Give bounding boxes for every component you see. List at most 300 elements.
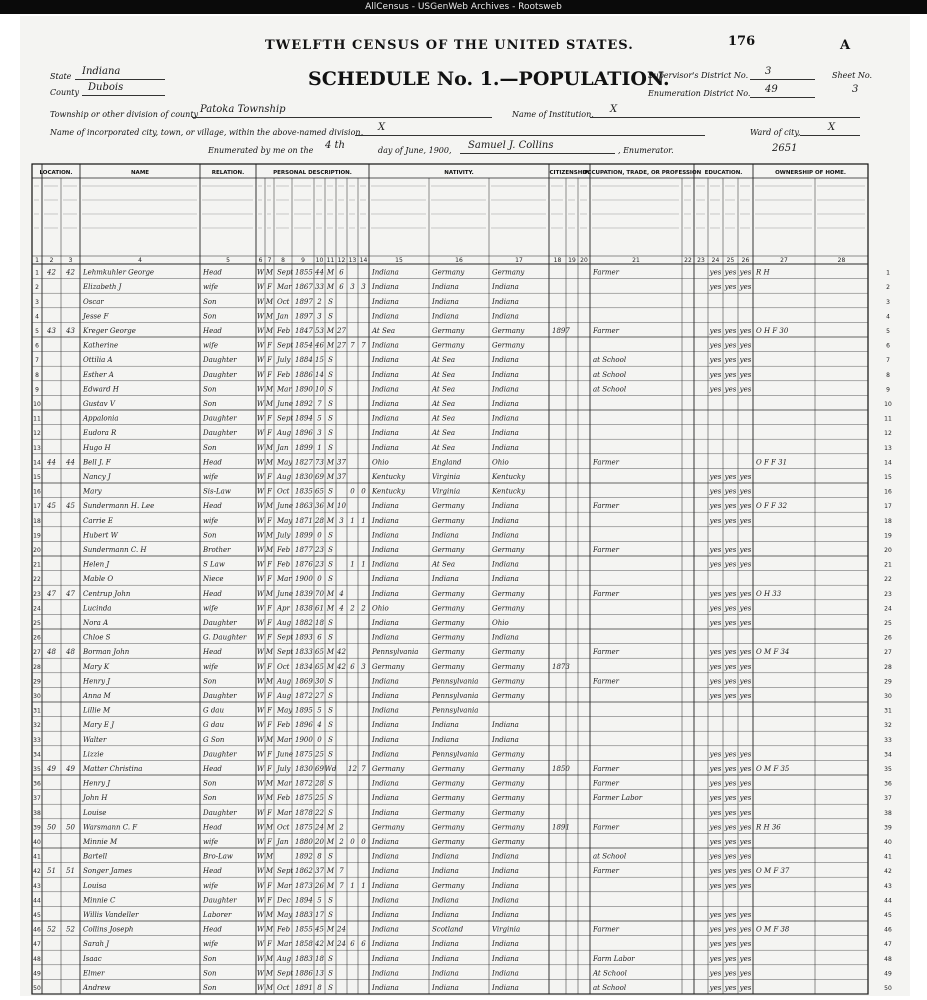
cell-e2: yes	[724, 838, 737, 846]
cell-occ: at School	[593, 370, 627, 379]
cell-occ: Farmer	[593, 925, 620, 934]
cell-ch: 1	[350, 516, 355, 525]
cell-mar: S	[328, 969, 333, 978]
cell-mar: S	[328, 546, 333, 554]
cell-e1: yes	[709, 604, 722, 613]
cell-occ: Farmer	[593, 765, 620, 773]
cell-month: Sept	[277, 969, 294, 978]
margin-line-number: 3	[886, 298, 890, 306]
cell-n: 32	[33, 722, 41, 730]
cell-fborn: Germany	[432, 516, 465, 525]
cell-dw: 52	[47, 925, 56, 934]
margin-line-number: 37	[884, 795, 892, 803]
cell-rel: Son	[203, 312, 217, 321]
cell-fborn: Germany	[432, 327, 465, 335]
cell-year: 1834	[295, 662, 313, 671]
schedule-title: SCHEDULE No. 1.—POPULATION.	[308, 68, 670, 90]
cell-age: 53	[315, 327, 324, 335]
cell-color: W	[256, 838, 265, 846]
cell-rel: wife	[203, 662, 218, 671]
cell-month: Sept	[277, 648, 294, 657]
cell-e2: yes	[724, 648, 737, 657]
cell-fborn: Indiana	[432, 312, 459, 321]
cell-fborn: Germany	[432, 838, 465, 846]
cell-occ: Farmer	[593, 268, 620, 277]
cell-color: W	[256, 268, 265, 277]
cell-month: Jan	[277, 838, 289, 846]
cell-color: W	[256, 487, 265, 496]
cell-own: O H F 30	[756, 327, 789, 335]
cell-e3: yes	[739, 619, 752, 627]
cell-born: Indiana	[372, 385, 399, 394]
cell-born: Kentucky	[372, 473, 406, 481]
cell-mborn: Germany	[492, 794, 525, 803]
cell-e3: yes	[739, 473, 752, 481]
cell-sex: M	[265, 925, 274, 934]
cell-mborn: Indiana	[492, 443, 519, 452]
column-number: 26	[741, 257, 750, 264]
cell-mar: M	[326, 867, 335, 876]
cell-year: 1872	[295, 779, 313, 788]
margin-line-number: 10	[884, 401, 892, 408]
cell-mar: M	[326, 589, 335, 598]
cell-mar: S	[328, 560, 333, 569]
cell-own: O M F 38	[756, 925, 790, 934]
cell-name: Bartell	[83, 852, 108, 861]
cell-year: 1827	[295, 458, 313, 467]
cell-name: Isaac	[83, 954, 102, 963]
cell-born: Indiana	[372, 370, 399, 379]
cell-ch: 6	[350, 662, 355, 671]
margin-line-number: 4	[886, 313, 890, 321]
cell-born: Indiana	[372, 940, 399, 949]
cell-e3: yes	[739, 356, 752, 365]
cell-e3: yes	[739, 341, 752, 350]
cell-occ: at School	[593, 385, 627, 394]
cell-name: Edward H	[83, 385, 119, 394]
cell-sex: M	[265, 589, 274, 598]
cell-born: Indiana	[372, 867, 399, 876]
cell-mar: S	[328, 619, 333, 627]
cell-age: 28	[315, 779, 324, 788]
cell-occ: Farmer	[593, 677, 620, 686]
cell-fborn: England	[432, 458, 462, 467]
cell-name: Henry J	[83, 677, 111, 686]
cell-name: Sundermann C. H	[83, 546, 147, 554]
cell-mborn: Ohio	[492, 458, 509, 467]
institution-label: Name of Institution,	[512, 110, 594, 119]
cell-sex: F	[267, 356, 272, 365]
cell-n: 19	[33, 532, 41, 540]
margin-line-number: 11	[884, 415, 892, 423]
cell-mborn: Germany	[492, 268, 525, 277]
cell-fborn: Indiana	[432, 721, 459, 730]
cell-n: 44	[33, 897, 41, 905]
cell-name: Appalonia	[83, 414, 119, 423]
cell-e1: yes	[709, 984, 722, 992]
cell-born: Indiana	[372, 779, 399, 788]
cell-born: Indiana	[372, 531, 399, 540]
cell-year: 1886	[295, 969, 313, 978]
cell-rel: wife	[203, 341, 218, 350]
cell-e1: yes	[709, 327, 722, 335]
cell-year: 1830	[295, 765, 313, 773]
cell-yrs: 37	[337, 473, 346, 481]
cell-n: 31	[33, 707, 41, 715]
cell-age: 17	[315, 911, 324, 919]
cell-age: 28	[315, 516, 324, 525]
cell-sex: F	[267, 721, 272, 730]
cell-color: W	[256, 867, 265, 876]
cell-color: W	[256, 765, 265, 773]
cell-yrs: 27	[337, 341, 346, 350]
cell-sex: M	[265, 458, 274, 467]
cell-name: Lucinda	[83, 604, 112, 613]
cell-name: Oscar	[83, 297, 104, 306]
cell-ch: 12	[348, 765, 357, 773]
cell-born: Germany	[372, 765, 405, 773]
cell-rel: Head	[203, 268, 222, 277]
cell-month: June	[277, 589, 293, 598]
cell-color: W	[256, 735, 265, 744]
cell-rel: Daughter	[203, 896, 237, 905]
cell-born: Indiana	[372, 619, 399, 627]
cell-mborn: Germany	[492, 341, 525, 350]
column-number: 6	[258, 257, 263, 264]
cell-sex: F	[267, 838, 272, 846]
cell-born: Indiana	[372, 297, 399, 306]
cell-n: 11	[33, 415, 41, 423]
cell-occ: Farmer	[593, 327, 620, 335]
cell-rel: Daughter	[203, 808, 237, 817]
cell-born: At Sea	[372, 327, 396, 335]
cell-name: Esther A	[83, 370, 114, 379]
cell-e3: yes	[739, 838, 752, 846]
margin-line-number: 36	[884, 780, 892, 788]
cell-age: 1	[317, 443, 322, 452]
cell-n: 3	[35, 298, 39, 306]
cell-name: Nora A	[83, 619, 109, 627]
column-number: 10	[315, 257, 324, 264]
cell-born: Indiana	[372, 838, 399, 846]
cell-month: Feb	[277, 370, 291, 379]
cell-occ: Farmer	[593, 546, 620, 554]
cell-occ: Farmer	[593, 648, 620, 657]
cell-fborn: At Sea	[432, 385, 456, 394]
cell-liv: 1	[361, 881, 366, 890]
cell-e2: yes	[724, 619, 737, 627]
cell-color: W	[256, 283, 265, 292]
cell-year: 1867	[295, 283, 313, 292]
cell-sex: M	[265, 794, 274, 803]
cell-fam: 42	[66, 268, 75, 277]
column-number: 25	[726, 257, 735, 264]
cell-color: W	[256, 546, 265, 554]
cell-year: 1891	[295, 984, 313, 992]
margin-line-number: 38	[884, 809, 892, 817]
cell-sex: M	[265, 984, 274, 992]
cell-fborn: Pennsylvania	[432, 692, 479, 700]
cell-fborn: Indiana	[432, 297, 459, 306]
cell-color: W	[256, 414, 265, 423]
cell-fborn: Germany	[432, 502, 465, 511]
cell-year: 1896	[295, 721, 313, 730]
cell-born: Indiana	[372, 429, 399, 438]
enumerator-number: 2651	[772, 143, 798, 154]
margin-line-number: 17	[884, 503, 892, 511]
column-number: 1	[35, 257, 39, 264]
cell-liv: 6	[361, 940, 366, 949]
cell-year: 1883	[295, 911, 313, 919]
cell-mborn: Germany	[492, 692, 525, 700]
cell-mar: S	[328, 808, 333, 817]
cell-mar: M	[326, 502, 335, 511]
margin-line-number: 44	[884, 897, 892, 905]
cell-n: 26	[33, 634, 41, 642]
cell-rel: Head	[203, 765, 222, 773]
cell-month: Oct	[277, 662, 290, 671]
cell-rel: Daughter	[203, 750, 237, 759]
cell-mar: S	[328, 400, 333, 408]
cell-occ: Farmer	[593, 823, 620, 832]
cell-e1: yes	[709, 954, 722, 963]
cell-sex: F	[267, 881, 272, 890]
cell-color: W	[256, 502, 265, 511]
cell-rel: Son	[203, 969, 217, 978]
cell-rel: Daughter	[203, 370, 237, 379]
cell-liv: 2	[361, 604, 366, 613]
cell-n: 43	[33, 882, 41, 890]
cell-month: Feb	[277, 327, 291, 335]
cell-n: 4	[35, 313, 39, 321]
cell-age: 26	[315, 881, 324, 890]
cell-year: 1875	[295, 750, 313, 759]
cell-color: W	[256, 560, 265, 569]
cell-month: Feb	[277, 925, 291, 934]
cell-n: 35	[33, 766, 41, 773]
column-number: 21	[632, 257, 640, 264]
day-value: 4 th	[325, 140, 345, 151]
page-number: 176	[728, 34, 756, 49]
enumeration-label: Enumeration District No.	[648, 89, 751, 98]
cell-sex: M	[265, 823, 274, 832]
margin-line-number: 35	[884, 766, 892, 773]
cell-year: 1882	[295, 619, 313, 627]
cell-year: 1896	[295, 429, 313, 438]
cell-fborn: Indiana	[432, 283, 459, 292]
cell-age: 23	[315, 560, 324, 569]
cell-mar: M	[326, 838, 335, 846]
cell-mar: M	[326, 662, 335, 671]
cell-rel: Daughter	[203, 619, 237, 627]
cell-year: 1884	[295, 356, 313, 365]
cell-name: Sundermann H. Lee	[83, 502, 155, 511]
cell-rel: G. Daughter	[203, 633, 247, 642]
cell-month: Aug	[277, 473, 292, 481]
cell-dw: 47	[47, 589, 56, 598]
cell-yrs: 42	[337, 648, 346, 657]
column-group-label: RELATION.	[211, 170, 245, 176]
cell-mar: M	[326, 473, 335, 481]
cell-e2: yes	[724, 852, 737, 861]
cell-year: 1871	[295, 516, 313, 525]
cell-fborn: Indiana	[432, 575, 459, 584]
cell-occ: at School	[593, 356, 627, 365]
cell-born: Indiana	[372, 268, 399, 277]
cell-yrs: 24	[337, 925, 346, 934]
cell-fborn: Indiana	[432, 911, 459, 919]
cell-e3: yes	[739, 268, 752, 277]
cell-mar: S	[328, 297, 333, 306]
cell-age: 14	[315, 370, 324, 379]
cell-color: W	[256, 692, 265, 700]
cell-fborn: At Sea	[432, 443, 456, 452]
margin-line-number: 6	[886, 342, 890, 350]
cell-name: Warsmann C. F	[83, 823, 138, 832]
cell-rel: Son	[203, 385, 217, 394]
day-label: day of June, 1900,	[378, 146, 452, 155]
cell-fborn: At Sea	[432, 560, 456, 569]
cell-sex: F	[267, 765, 272, 773]
cell-rel: Head	[203, 925, 222, 934]
cell-mar: S	[328, 911, 333, 919]
cell-fborn: Virginia	[432, 473, 461, 481]
enumerated-label: Enumerated by me on the	[208, 146, 314, 155]
cell-mar: M	[326, 268, 335, 277]
cell-imm: 1897	[552, 327, 570, 335]
cell-fborn: Germany	[432, 881, 465, 890]
cell-age: 2	[317, 297, 322, 306]
cell-e2: yes	[724, 473, 737, 481]
cell-rel: G dau	[203, 706, 224, 715]
cell-name: Ottilia A	[83, 356, 113, 365]
cell-ch: 6	[350, 940, 355, 949]
cell-sex: M	[265, 735, 274, 744]
column-number: 15	[395, 257, 403, 264]
column-number: 2	[49, 257, 54, 264]
margin-line-number: 25	[884, 620, 892, 627]
cell-name: Henry J	[83, 779, 111, 788]
cell-fborn: Indiana	[432, 896, 459, 905]
cell-year: 1854	[295, 341, 313, 350]
cell-fam: 45	[66, 502, 75, 511]
cell-e3: yes	[739, 502, 752, 511]
cell-fborn: Germany	[432, 341, 465, 350]
cell-mborn: Indiana	[492, 414, 519, 423]
cell-mar: S	[328, 443, 333, 452]
cell-month: Apr	[277, 604, 290, 613]
cell-age: 4	[317, 721, 322, 730]
cell-e3: yes	[739, 677, 752, 686]
cell-liv: 3	[361, 662, 366, 671]
institution-value: X	[610, 104, 618, 115]
cell-n: 36	[33, 780, 41, 788]
cell-age: 25	[315, 750, 324, 759]
cell-born: Pennsylvania	[372, 648, 419, 657]
cell-own: O F F 32	[756, 502, 788, 511]
cell-year: 1886	[295, 370, 313, 379]
cell-mar: M	[326, 881, 335, 890]
cell-sex: M	[265, 648, 274, 657]
cell-month: Mar	[277, 940, 292, 949]
cell-mborn: Indiana	[492, 312, 519, 321]
cell-color: W	[256, 794, 265, 803]
margin-line-number: 43	[884, 882, 892, 890]
cell-month: Jan	[277, 443, 289, 452]
cell-name: Hubert W	[83, 531, 118, 540]
cell-n: 24	[33, 605, 41, 613]
cell-e3: yes	[739, 808, 752, 817]
margin-line-number: 47	[884, 941, 892, 949]
cell-age: 42	[315, 940, 324, 949]
cell-mborn: Indiana	[492, 283, 519, 292]
cell-rel: Daughter	[203, 414, 237, 423]
cell-month: Jan	[277, 312, 289, 321]
cell-year: 1894	[295, 414, 313, 423]
cell-sex: M	[265, 867, 274, 876]
cell-sex: F	[267, 487, 272, 496]
cell-n: 45	[33, 912, 41, 919]
cell-n: 15	[33, 474, 41, 481]
cell-sex: F	[267, 414, 272, 423]
cell-e3: yes	[739, 516, 752, 525]
cell-n: 17	[33, 503, 41, 511]
cell-year: 1872	[295, 692, 313, 700]
cell-month: May	[277, 458, 293, 467]
cell-mar: S	[328, 954, 333, 963]
cell-e2: yes	[724, 954, 737, 963]
ward-label: Ward of city,	[750, 128, 801, 137]
cell-rel: Bro-Law	[203, 852, 233, 861]
cell-mar: S	[328, 414, 333, 423]
cell-ch: 7	[350, 341, 355, 350]
cell-e3: yes	[739, 954, 752, 963]
cell-e1: yes	[709, 852, 722, 861]
cell-mborn: Germany	[492, 648, 525, 657]
cell-year: 1883	[295, 954, 313, 963]
cell-yrs: 24	[337, 940, 346, 949]
cell-e2: yes	[724, 925, 737, 934]
cell-yrs: 2	[339, 838, 344, 846]
cell-month: June	[277, 502, 293, 511]
cell-liv: 0	[361, 487, 366, 496]
cell-e3: yes	[739, 327, 752, 335]
cell-n: 20	[33, 547, 41, 554]
cell-color: W	[256, 677, 265, 686]
supervisor-value: 3	[765, 66, 772, 77]
cell-year: 1862	[295, 867, 313, 876]
cell-rel: Head	[203, 648, 222, 657]
cell-n: 14	[33, 459, 41, 467]
cell-n: 5	[35, 328, 39, 335]
margin-line-number: 46	[884, 926, 892, 934]
cell-month: May	[277, 911, 293, 919]
cell-year: 1855	[295, 925, 313, 934]
cell-rel: Head	[203, 458, 222, 467]
cell-year: 1895	[295, 706, 313, 715]
column-number: 19	[568, 257, 576, 264]
cell-mar: M	[326, 516, 335, 525]
cell-e3: yes	[739, 589, 752, 598]
cell-year: 1900	[295, 735, 313, 744]
cell-mborn: Indiana	[492, 531, 519, 540]
cell-born: Indiana	[372, 735, 399, 744]
cell-age: 20	[315, 838, 324, 846]
cell-sex: F	[267, 662, 272, 671]
cell-name: Elmer	[83, 969, 105, 978]
cell-name: Louise	[83, 808, 107, 817]
cell-year: 1838	[295, 604, 313, 613]
